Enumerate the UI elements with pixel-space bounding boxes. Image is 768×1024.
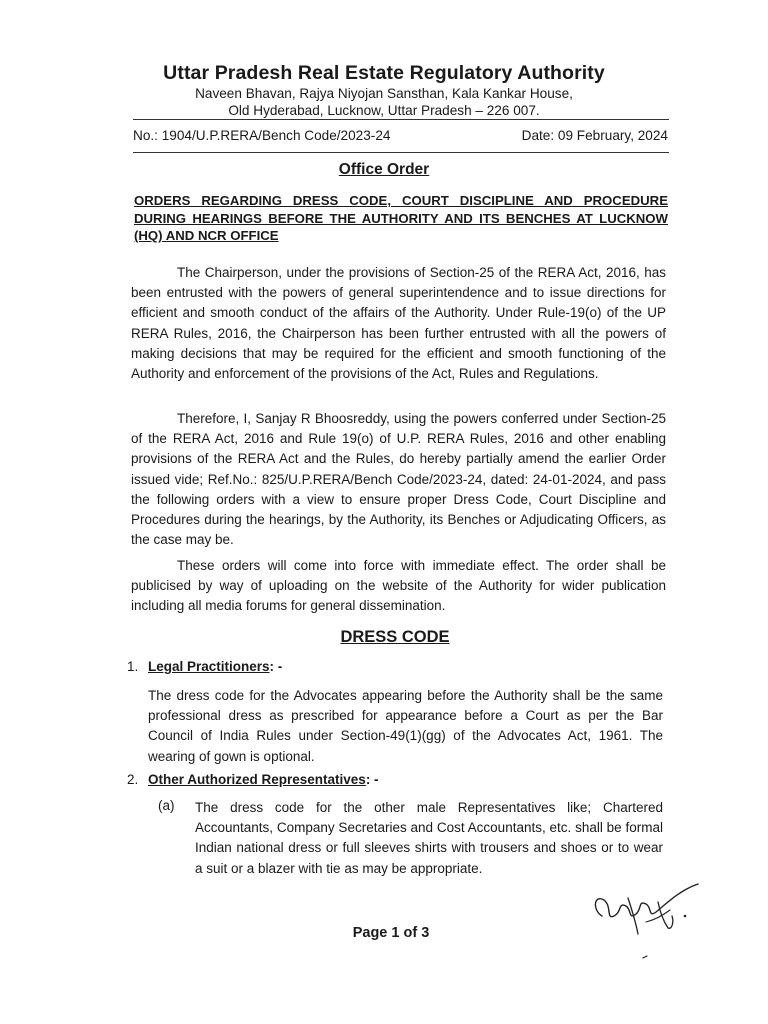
reference-number: No.: 1904/U.P.RERA/Bench Code/2023-24 <box>133 128 391 143</box>
reference-divider <box>133 152 669 153</box>
item-authorized-representatives-heading <box>127 772 379 787</box>
dress-code-heading: DRESS CODE <box>340 628 450 646</box>
item-legal-practitioners-body: The dress code for the Advocates appearing before the Authority shall be the same professional dress as prescribed for appearance before a Court as per the Bar Council of India Rules under Section-49(1)(gg) of the Advocates Act, 1961. The wearing of gown is optional. <box>148 688 663 764</box>
item-label: Legal Practitioners <box>148 659 270 674</box>
order-subject: ORDERS REGARDING DRESS CODE, COURT DISCIPLINE AND PROCEDURE DURING HEARINGS BEFORE THE AUTHORITY AND ITS BENCHES AT LUCKNOW (HQ) AND NCR OFFICE <box>134 193 668 243</box>
address-line-2: Old Hyderabad, Lucknow, Uttar Pradesh – 226 007. <box>228 103 540 118</box>
sub-item-marker: (a) <box>158 798 175 813</box>
header-divider <box>133 119 669 120</box>
item-label-suffix: : - <box>365 772 379 787</box>
page-number: Page 1 of 3 <box>352 925 430 941</box>
organization-name: Uttar Pradesh Real Estate Regulatory Authority <box>163 62 605 84</box>
paragraph-chairperson-powers: The Chairperson, under the provisions of Section-25 of the RERA Act, 2016, has been entrusted with the powers of general superintendence and to issue directions for efficient and smooth conduct of the affairs of the Authority. Under Rule-19(o) of the UP RERA Rules, 2016, the Chairperson has been further entrusted with all the powers of making decisions that may be required for the efficient and smooth functioning of the Authority and enforcement of the provisions of the Act, Rules and Regulations. <box>131 265 666 382</box>
item-number: 1. <box>127 659 139 674</box>
paragraph-amendment: Therefore, I, Sanjay R Bhoosreddy, using the powers conferred under Section-25 of the RERA Act, 2016 and Rule 19(o) of U.P. RERA Rules, 2016 and other enabling provisions of the RERA Act and the Rules, do hereby partially amend the earlier Order issued vide; Ref.No.: 825/U.P.RERA/Bench Code/2023-24, dated: 24-01-2024, and pass the following orders with a view to ensure proper Dress Code, Court Discipline and Procedures during the hearings, by the Authority, its Benches or Adjudicating Officers, as the case may be. <box>131 411 666 548</box>
item-legal-practitioners-heading <box>127 659 282 674</box>
item-label: Other Authorized Representatives <box>148 772 366 787</box>
order-date: Date: 09 February, 2024 <box>521 128 668 143</box>
order-title: Office Order <box>338 161 430 178</box>
item-label-suffix: : - <box>269 659 283 674</box>
item-number: 2. <box>127 772 139 787</box>
sub-item-text: The dress code for the other male Representatives like; Chartered Accountants, Company Secretaries and Cost Accountants, etc. shall be formal Indian national dress or full sleeves shirts with trousers and shoes or to wear a suit or a blazer with tie as may be appropriate. <box>195 800 663 876</box>
signature-mark <box>588 876 708 966</box>
address-line-1: Naveen Bhavan, Rajya Niyojan Sansthan, Kala Kankar House, <box>195 86 573 101</box>
paragraph-effect: These orders will come into force with immediate effect. The order shall be publicised by way of uploading on the website of the Authority for wider publication including all media forums for general dissemination. <box>131 558 666 614</box>
